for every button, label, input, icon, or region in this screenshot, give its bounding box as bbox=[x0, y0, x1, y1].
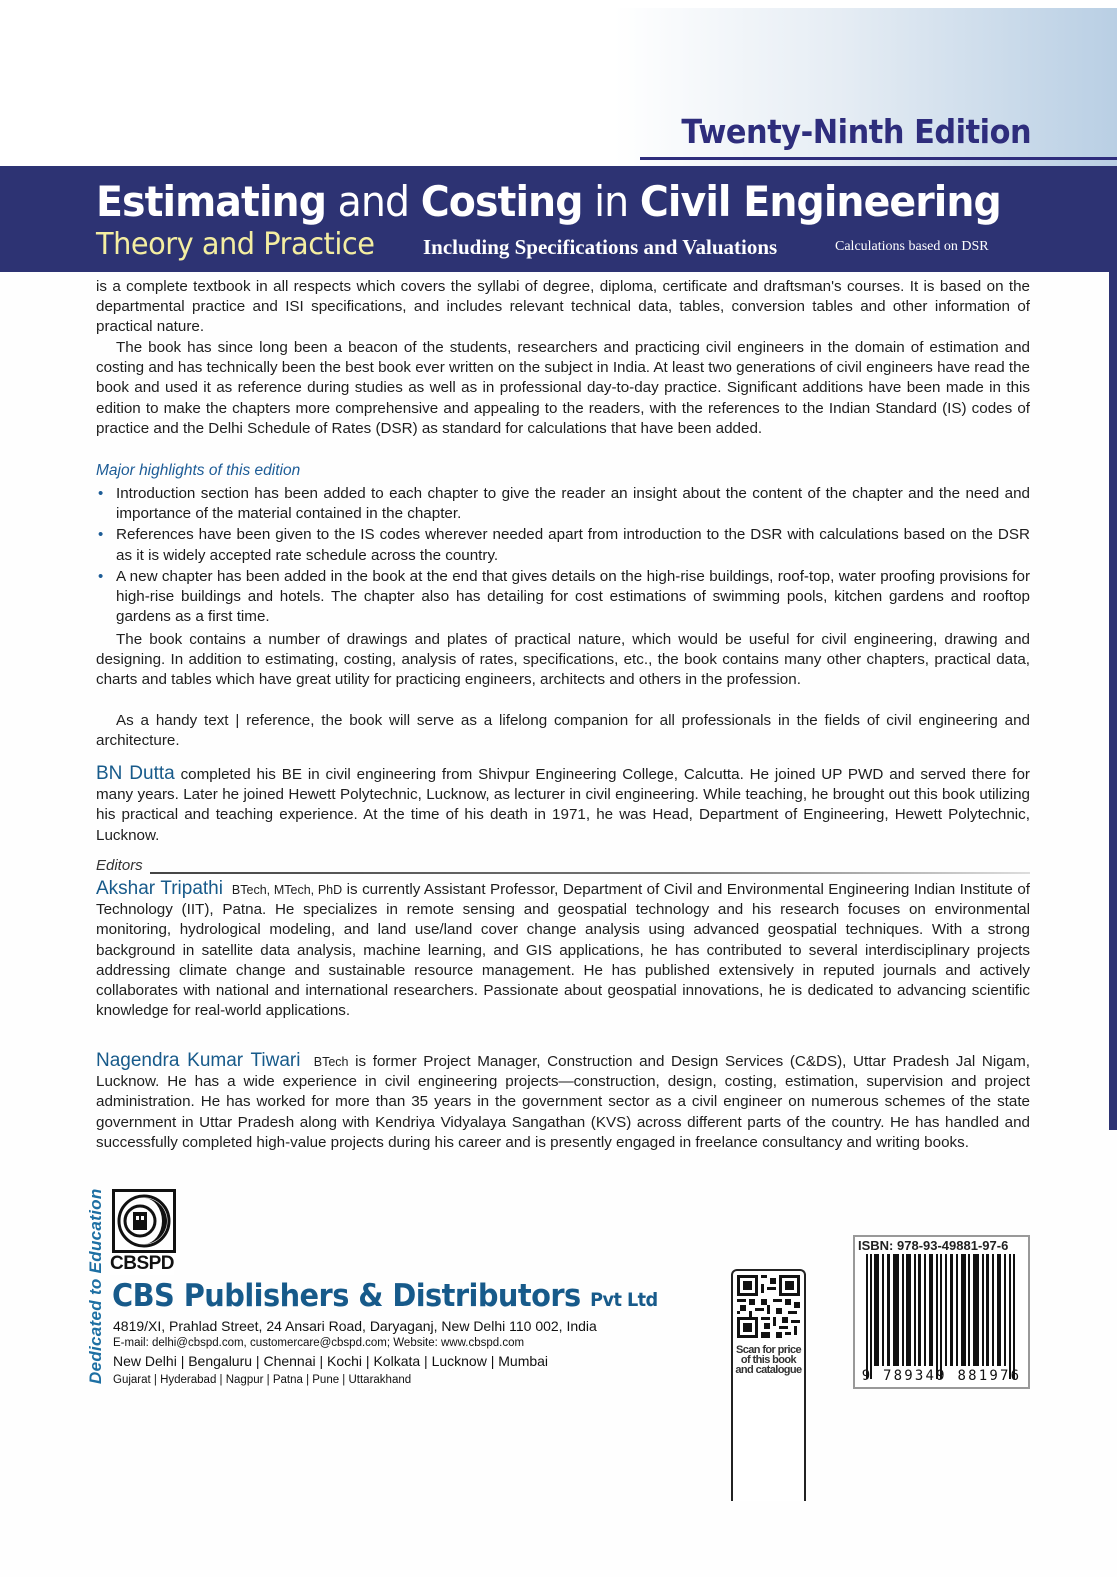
isbn-barcode bbox=[853, 1235, 1030, 1389]
book-title bbox=[96, 176, 1001, 228]
publisher-name: CBS Publishers & Distributors Pvt Ltd bbox=[112, 1278, 658, 1314]
editor-bio-text: is currently Assistant Professor, Department of Civil and Environmental Engineering Indian Institute of Technology (IIT), Patna. He specializes in remote sensing and geospatial technology and his research focuses on environmental monitoring, hydrological modeling, and land use/land cover change analysis using advanced geospatial techniques. With a strong background in satellite data analysis, machine learning, and GIS applications, he has contributed to several interdisciplinary projects addressing climate change and sustainable resource management. He has published extensively in reputed journals and actively collaborates with national and international researchers. Passionate about geospatial innovations, he is dedicated to advancing scientific knowledge for real-world applications. bbox=[96, 881, 1030, 1020]
publisher-logo-icon bbox=[112, 1189, 176, 1253]
editor-name: Akshar Tripathi bbox=[96, 878, 223, 899]
author-bio bbox=[96, 764, 1030, 846]
bullet-icon: • bbox=[98, 567, 104, 585]
publisher-logo-text: CBSPD bbox=[110, 1253, 175, 1274]
author-bio-text: completed his BE in civil engineering from Shivpur Engineering College, Calcutta. He joined UP PWD and served there for many years. Later he joined Hewett Polytechnic, Lucknow, as lecturer in civil engineering. While teaching, he brought out this book utilizing his practical and teaching experience. At the time of his death in 1971, he was Head, Department of Engineering, Hewett Polytechnic, Lucknow. bbox=[96, 766, 1030, 844]
bullet-icon: • bbox=[98, 526, 104, 544]
qr-caption: Scan for price of this book and catalogue bbox=[735, 1344, 802, 1376]
editor-name: Nagendra Kumar Tiwari bbox=[96, 1050, 301, 1071]
publisher-address: 4819/XI, Prahlad Street, 24 Ansari Road, Daryaganj, New Delhi 110 002, India bbox=[113, 1318, 597, 1334]
publisher-contact: E-mail: delhi@cbspd.com, customercare@cbspd.com; Website: www.cbspd.com bbox=[113, 1337, 525, 1349]
highlights-list bbox=[96, 484, 1030, 628]
subtitle-calculations: Calculations based on DSR bbox=[835, 239, 989, 254]
subtitle-including: Including Specifications and Valuations bbox=[423, 235, 778, 259]
title-word-civil-engineering: Civil Engineering bbox=[639, 177, 1001, 226]
qr-code-icon bbox=[737, 1275, 800, 1338]
publisher-tagline: Dedicated to Education bbox=[86, 1188, 105, 1384]
editor-credentials: BTech, MTech, PhD bbox=[231, 883, 343, 897]
title-word-estimating: Estimating bbox=[96, 177, 327, 226]
editors-divider bbox=[150, 872, 1030, 874]
subtitle-line bbox=[96, 227, 989, 262]
title-word-costing: Costing bbox=[420, 177, 583, 226]
author-name: BN Dutta bbox=[96, 763, 175, 784]
publisher-block bbox=[86, 1188, 690, 1398]
edition-underline bbox=[640, 157, 1117, 160]
publisher-cities-primary: New Delhi | Bengaluru | Chennai | Kochi | Kolkata | Lucknow | Mumbai bbox=[113, 1353, 549, 1369]
publisher-name-suffix: Pvt Ltd bbox=[590, 1289, 658, 1311]
isbn-label: ISBN: 978-93-49881-97-6 bbox=[858, 1238, 1009, 1253]
barcode-digits: 9 789349 881976 bbox=[861, 1368, 1022, 1384]
right-edge-strip bbox=[1109, 272, 1117, 1130]
editor-bio-1 bbox=[96, 879, 1030, 1021]
publisher-cities-secondary: Gujarat | Hyderabad | Nagpur | Patna | Pune | Uttarakhand bbox=[113, 1374, 412, 1386]
bullet-icon: • bbox=[98, 485, 104, 502]
subtitle-theory-practice: Theory and Practice bbox=[96, 227, 375, 262]
barcode-icon bbox=[860, 1254, 1024, 1379]
highlights-heading: Major highlights of this edition bbox=[96, 462, 301, 479]
editor-bio-2 bbox=[96, 1051, 1030, 1153]
qr-panel bbox=[731, 1269, 806, 1501]
highlight-item: • References have been given to the IS codes wherever needed apart from introduction to the DSR with calculations based on the DSR as it is widely accepted rate schedule across the country. bbox=[98, 526, 1030, 564]
edition-label: Twenty-Ninth Edition bbox=[681, 112, 1031, 151]
closing-paragraph-1: The book contains a number of drawings and plates of practical nature, which would be useful for civil engineering, drawing and designing. In addition to estimating, costing, analysis of rates, specifications, etc., the book contains many other chapters, practical data, charts and tables which have great utility for practicing engineers, architects and others in the profession. bbox=[96, 631, 1030, 689]
highlight-item: • A new chapter has been added in the book at the end that gives details on the high-rise buildings, roof-top, water proofing provisions for high-rise buildings and hotels. The chapter also has detailing for cost estimations of swimming pools, kitchen gardens and rooftop gardens as a first time. bbox=[98, 567, 1030, 626]
blurb-paragraph-1: is a complete textbook in all respects which covers the syllabi of degree, diploma, certificate and draftsman's courses. It is based on the departmental practice and ISI specifications, and includes relevant technical data, tables, conversion tables and other information of practical nature. bbox=[96, 278, 1030, 336]
closing-paragraph-2: As a handy text | reference, the book will serve as a lifelong companion for all professionals in the fields of civil engineering and architecture. bbox=[96, 712, 1030, 750]
editors-label: Editors bbox=[96, 857, 143, 874]
editor-credentials: BTech bbox=[313, 1055, 349, 1069]
blurb-paragraph-2: The book has since long been a beacon of the students, researchers and practicing civil engineers in the domain of estimation and costing and has technically been the best book ever written on the subject in India. At least two generations of civil engineers have read the book and used it as reference during studies as well as in professional day-to-day practice. Significant additions have been made in this edition to make the chapters more comprehensive and appealing to the readers, with the references to the Indian Standard (IS) codes of practice and the Delhi Schedule of Rates (DSR) as standard for calculations that have been added. bbox=[96, 339, 1030, 437]
highlight-item: • Introduction section has been added to each chapter to give the reader an insight about the content of the chapter and the need and importance of the material contained in the chapter. bbox=[98, 485, 1030, 523]
editor-bio-text: is former Project Manager, Construction and Design Services (C&DS), Uttar Pradesh Jal Nigam, Lucknow. He has a wide experience in civil engineering projects—construction, design, costing, estimation, supervision and project administration. He has worked for more than 35 years in the government sector as a civil engineer on numerous schemes of the state government in Uttar Pradesh along with Kendriya Vidyalaya Sangathan (KVS) across different parts of the country. He has handled and successfully completed high-value projects during his career and is presently engaged in freelance consultancy and writing books. bbox=[96, 1053, 1030, 1151]
title-word-in: in bbox=[594, 177, 629, 226]
title-word-and: and bbox=[337, 177, 410, 226]
